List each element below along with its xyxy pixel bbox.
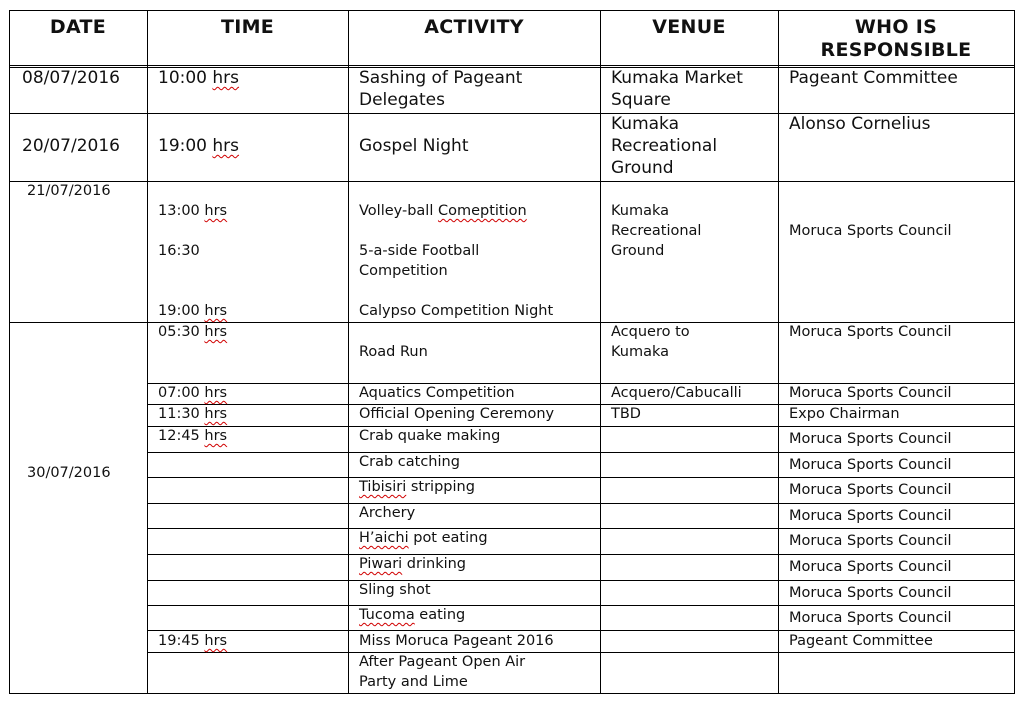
- row4-item9-activity-flagged: Piwari: [359, 556, 403, 572]
- row4-item2-activity: Aquatics Competition: [359, 385, 515, 401]
- row4-item12-who: Pageant Committee: [789, 633, 933, 649]
- row4-item4-activity: Crab quake making: [359, 428, 501, 444]
- grid-line: [147, 477, 1015, 478]
- row1-time-unit: hrs: [212, 68, 240, 88]
- grid-line: [147, 452, 1015, 453]
- row4-item4-who: Moruca Sports Council: [789, 431, 952, 447]
- row4-item3-activity: Official Opening Ceremony: [359, 406, 555, 422]
- row3-venue-line1: Kumaka: [611, 203, 670, 219]
- row4-item4-time-unit: hrs: [204, 428, 228, 444]
- row1-time-num: 10:00: [158, 68, 207, 88]
- row2-time: [158, 135, 239, 157]
- row4-item12-time-num: 19:45: [158, 633, 200, 649]
- row4-item3-venue: TBD: [611, 406, 641, 422]
- row4-item1-venue-line1: Acquero to: [611, 324, 690, 340]
- header-who-line2: RESPONSIBLE: [820, 39, 972, 61]
- row4-item2-time-unit: hrs: [204, 385, 228, 401]
- row4-date: 30/07/2016: [27, 465, 111, 481]
- row1-who: Pageant Committee: [789, 68, 958, 88]
- grid-line: [147, 652, 1015, 653]
- row4-item9-who: Moruca Sports Council: [789, 559, 952, 575]
- row3-time1: [158, 201, 227, 221]
- row1-activity: [359, 67, 522, 111]
- row4-item11-activity-flagged: Tucoma: [359, 607, 415, 623]
- row4-item3-time-unit: hrs: [204, 406, 228, 422]
- row3-activity1-b: Comeptition: [437, 203, 527, 219]
- row4-item2-who: Moruca Sports Council: [789, 385, 952, 401]
- row4-item6-who: Moruca Sports Council: [789, 482, 952, 498]
- grid-line: [9, 10, 1015, 11]
- row2-date: 20/07/2016: [22, 136, 120, 156]
- row4-item7-activity: Archery: [359, 505, 416, 521]
- row4-item1-venue: [611, 322, 690, 362]
- row4-item12-time-unit: hrs: [204, 633, 228, 649]
- grid-line: [9, 181, 1015, 182]
- row3-time3-unit: hrs: [204, 303, 228, 319]
- row4-item12-activity: Miss Moruca Pageant 2016: [359, 633, 554, 649]
- grid-line: [1014, 10, 1015, 694]
- row3-time2: 16:30: [158, 243, 200, 259]
- row3-time1-unit: hrs: [204, 203, 228, 219]
- row3-venue-line3: Ground: [611, 243, 665, 259]
- row4-item9-activity-rest: drinking: [402, 556, 467, 572]
- row4-item6-activity-rest: stripping: [406, 479, 475, 495]
- row4-item1-time-unit: hrs: [204, 324, 228, 340]
- row3-venue: [611, 201, 701, 261]
- header-venue: VENUE: [652, 16, 726, 38]
- grid-line: [9, 65, 1015, 66]
- row4-item6-activity-flagged: Tibisiri: [359, 479, 407, 495]
- row3-venue-line2: Recreational: [611, 223, 702, 239]
- row3-who: Moruca Sports Council: [789, 223, 952, 239]
- grid-line: [147, 503, 1015, 504]
- row4-item5-who: Moruca Sports Council: [789, 457, 952, 473]
- row4-item10-who: Moruca Sports Council: [789, 585, 952, 601]
- row1-activity-line2: Delegates: [359, 90, 445, 110]
- grid-line: [147, 580, 1015, 581]
- row3-activity1: [359, 201, 527, 221]
- row4-item7-who: Moruca Sports Council: [789, 508, 952, 524]
- row4-item8-activity-rest: pot eating: [408, 530, 488, 546]
- grid-line: [147, 10, 148, 694]
- row1-venue-line1: Kumaka Market: [611, 68, 743, 88]
- row4-item8-who: Moruca Sports Council: [789, 533, 952, 549]
- row4-item6-activity: [359, 477, 475, 497]
- row4-item1-venue-line2: Kumaka: [611, 344, 670, 360]
- header-date: DATE: [49, 16, 107, 38]
- row3-activity1-a: Volley-ball: [359, 203, 434, 219]
- row4-item1-time-num: 05:30: [158, 324, 200, 340]
- row3-activity2-line1: 5-a-side Football: [359, 243, 480, 259]
- grid-line: [348, 10, 349, 694]
- row4-item3-who: Expo Chairman: [789, 406, 900, 422]
- row2-time-unit: hrs: [212, 136, 240, 156]
- row4-item8-activity: [359, 528, 488, 548]
- row4-item11-who: Moruca Sports Council: [789, 610, 952, 626]
- row4-item11-activity: [359, 605, 465, 625]
- row4-item11-activity-rest: eating: [414, 607, 466, 623]
- row2-venue-line3: Ground: [611, 158, 674, 178]
- row1-activity-line1: Sashing of Pageant: [359, 68, 523, 88]
- row4-last-activity: [359, 652, 525, 692]
- header-who-line1: WHO IS: [854, 16, 938, 38]
- grid-line: [147, 605, 1015, 606]
- row4-item1-activity: Road Run: [359, 344, 428, 360]
- row4-item4-time: [158, 426, 227, 446]
- row4-item3-time: [158, 404, 227, 424]
- row4-item12-time: [158, 631, 227, 651]
- grid-line: [147, 426, 1015, 427]
- grid-line: [600, 10, 601, 694]
- row2-who: Alonso Cornelius: [789, 114, 931, 134]
- grid-line: [9, 10, 10, 694]
- row3-activity2-line2: Competition: [359, 263, 448, 279]
- grid-line: [147, 528, 1015, 529]
- row3-time3: [158, 301, 227, 321]
- row4-item1-who: Moruca Sports Council: [789, 324, 952, 340]
- row1-venue: [611, 67, 743, 111]
- row3-time3-num: 19:00: [158, 303, 200, 319]
- row2-venue: [611, 113, 717, 179]
- row4-item1-time: [158, 322, 227, 342]
- row4-item4-time-num: 12:45: [158, 428, 200, 444]
- header-activity: ACTIVITY: [424, 16, 524, 38]
- row1-date: 08/07/2016: [22, 68, 120, 88]
- row4-item2-venue: Acquero/Cabucalli: [611, 385, 742, 401]
- row3-activity3: Calypso Competition Night: [359, 303, 554, 319]
- header-who: [778, 16, 1014, 62]
- row4-item3-time-num: 11:30: [158, 406, 200, 422]
- row1-time: [158, 67, 239, 89]
- row4-item5-activity: Crab catching: [359, 454, 460, 470]
- grid-line: [778, 10, 779, 694]
- row3-activity2: [359, 241, 479, 281]
- row2-time-num: 19:00: [158, 136, 207, 156]
- row3-time1-num: 13:00: [158, 203, 200, 219]
- row2-venue-line1: Kumaka: [611, 114, 680, 134]
- row1-venue-line2: Square: [611, 90, 671, 110]
- row3-date: 21/07/2016: [27, 183, 111, 199]
- row4-last-activity-line1: After Pageant Open Air: [359, 654, 526, 670]
- row4-item2-time-num: 07:00: [158, 385, 200, 401]
- grid-line: [9, 693, 1015, 694]
- row2-venue-line2: Recreational: [611, 136, 718, 156]
- row4-last-activity-line2: Party and Lime: [359, 674, 468, 690]
- schedule-table: [9, 10, 1015, 694]
- row4-item8-activity-flagged: H’aichi: [359, 530, 409, 546]
- row4-item2-time: [158, 383, 227, 403]
- grid-line: [147, 554, 1015, 555]
- header-time: TIME: [220, 16, 275, 38]
- row4-item10-activity: Sling shot: [359, 582, 431, 598]
- row2-activity: Gospel Night: [359, 136, 469, 156]
- row4-item9-activity: [359, 554, 466, 574]
